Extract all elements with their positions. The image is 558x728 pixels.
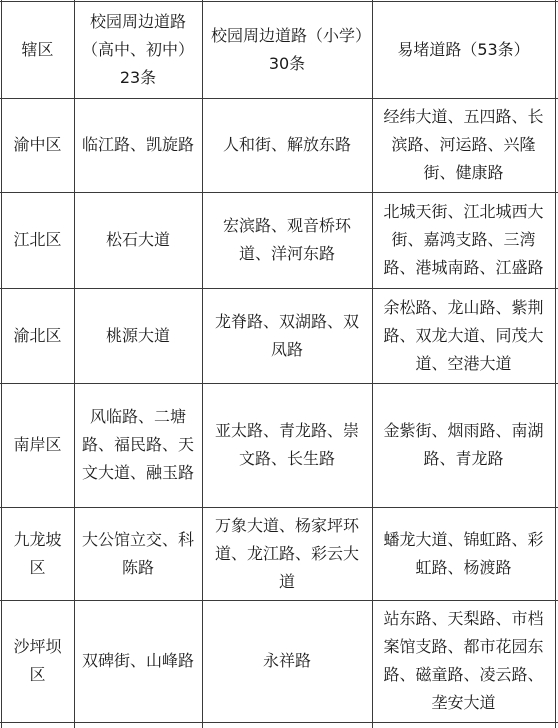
cell-district: 九龙坡区 [13,529,62,577]
header-district: 辖区 [21,39,54,59]
cell-congested-roads: 站东路、天梨路、市档案馆支路、都市花园东路、磁童路、凌云路、垄安大道 [383,609,544,712]
cell-secondary-roads: 风临路、二塘路、福民路、天文大道、融玉路 [81,407,194,482]
cell-primary-roads: 人和街、解放东路 [222,135,351,154]
cell-congested-roads: 经纬大道、五四路、长滨路、河运路、兴隆街、健康路 [383,107,544,182]
cell-primary-roads: 亚太路、青龙路、崇文路、长生路 [214,421,359,468]
table-rule [555,0,556,728]
cell-secondary-roads: 桃源大道 [105,325,170,345]
cell-district: 沙坪坝区 [13,637,62,684]
cell-district: 渝北区 [13,325,62,345]
cell-secondary-roads: 临江路、凯旋路 [81,135,194,154]
cell-congested-roads: 北城天街、江北城西大街、嘉鸿支路、三湾路、港城南路、江盛路 [383,202,544,277]
cell-primary-roads: 万象大道、杨家坪环道、龙江路、彩云大道 [214,515,359,591]
header-secondary-school-roads: 校园周边道路（高中、初中）23条 [81,11,194,87]
cell-primary-roads: 龙脊路、双湖路、双凤路 [214,311,359,359]
header-congested-roads: 易堵道路（53条） [397,39,530,59]
cell-secondary-roads: 双碑街、山峰路 [81,651,194,670]
cell-district: 南岸区 [13,435,62,454]
cell-secondary-roads: 松石大道 [105,230,170,249]
cell-district: 渝中区 [13,135,62,154]
cell-primary-roads: 永祥路 [262,651,311,670]
header-primary-school-roads: 校园周边道路（小学）30条 [210,25,363,73]
cell-congested-roads: 金紫街、烟雨路、南湖路、青龙路 [383,421,544,468]
cell-congested-roads: 蟠龙大道、锦虹路、彩虹路、杨渡路 [383,529,544,577]
cell-primary-roads: 宏滨路、观音桥环道、洋河东路 [222,216,351,263]
cell-secondary-roads: 大公馆立交、科陈路 [81,529,194,577]
cell-congested-roads: 余松路、龙山路、紫荆路、双龙大道、同茂大道、空港大道 [383,297,544,373]
cell-district: 江北区 [13,230,62,249]
table-rule [0,722,558,723]
